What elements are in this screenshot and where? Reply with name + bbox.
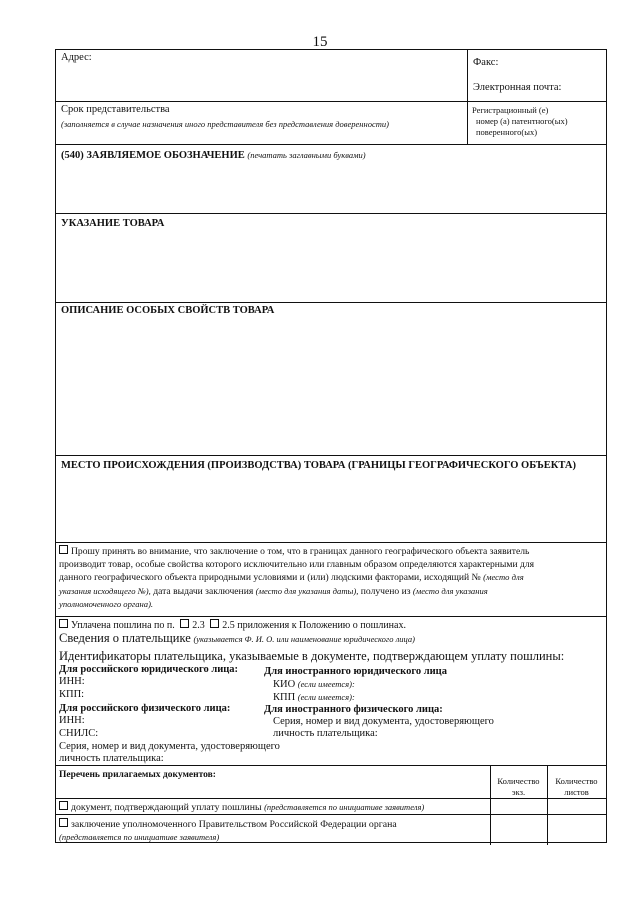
attachment-1-checkbox[interactable] xyxy=(59,801,68,810)
fax-label: Факс: xyxy=(473,57,499,68)
divider xyxy=(467,102,468,145)
payer-note: (указывается Ф. И. О. или наименование юридического лица) xyxy=(193,634,415,644)
attachment-2-note: (представляется по инициативе заявителя) xyxy=(59,832,220,842)
attachment-2-checkbox[interactable] xyxy=(59,818,68,827)
email-label: Электронная почта: xyxy=(473,82,562,93)
fee-text-c: 2.5 приложения к Положению о пошлинах. xyxy=(222,620,406,631)
inn-legal-label: ИНН: xyxy=(59,676,85,687)
application-form xyxy=(55,49,607,843)
kio-line xyxy=(273,678,355,691)
foreign-person-label: Для иностранного физического лица: xyxy=(264,704,443,715)
request-line-3a: данного географического объекта природными условиями и (или) людскими факторами, исходящий № xyxy=(59,572,481,584)
goods-label: УКАЗАНИЕ ТОВАРА xyxy=(61,218,165,229)
kpp-foreign-line xyxy=(273,691,355,704)
col-copies-b: экз. xyxy=(511,787,526,797)
request-line-3b: (место для xyxy=(483,572,524,583)
kpp-foreign-note: (если имеется): xyxy=(297,692,355,702)
doc-line-a: Серия, номер и вид документа, удостоверяющего xyxy=(59,741,280,752)
properties-label: ОПИСАНИЕ ОСОБЫХ СВОЙСТВ ТОВАРА xyxy=(61,305,275,316)
request-line-2: производит товар, особые свойства которого исключительно или главным образом определяются характерными для xyxy=(59,559,535,571)
ids-label: Идентификаторы плательщика, указываемые в документе, подтверждающем уплату пошлины: xyxy=(59,649,565,663)
address-label: Адрес: xyxy=(61,52,92,63)
registration-line-2: номер (а) патентного(ых) xyxy=(476,116,568,126)
request-line-4c: (место для указания даты), xyxy=(255,585,359,596)
fee-25-checkbox[interactable] xyxy=(210,619,219,628)
goods-section xyxy=(56,213,606,302)
payment-section xyxy=(56,616,606,765)
origin-label: МЕСТО ПРОИСХОЖДЕНИЯ (ПРОИЗВОДСТВА) ТОВАРА (ГРАНИЦЫ ГЕОГРАФИЧЕСКОГО ОБЪЕКТА) xyxy=(61,460,576,471)
request-line-4a: указания исходящего №), xyxy=(59,585,151,596)
fee-text-a: Уплачена пошлина по п. xyxy=(71,620,175,631)
designation-section xyxy=(56,144,606,213)
request-checkbox[interactable] xyxy=(59,545,68,554)
request-line-4d: получено из xyxy=(360,585,411,597)
snils-label: СНИЛС: xyxy=(59,728,99,739)
request-line-1: Прошу принять во внимание, что заключение о том, что в границах данного географического объекта заявитель xyxy=(71,546,530,557)
fee-checkbox[interactable] xyxy=(59,619,68,628)
kpp-legal-label: КПП: xyxy=(59,689,85,700)
kpp-foreign-label: КПП xyxy=(273,692,296,703)
attachment-row-text xyxy=(59,801,424,814)
kio-label: КИО xyxy=(273,679,296,690)
representation-section xyxy=(56,101,606,144)
contact-section xyxy=(56,50,606,101)
col-sheets-b: листов xyxy=(564,787,589,797)
inn-person-label: ИНН: xyxy=(59,715,85,726)
request-paragraph xyxy=(59,545,605,611)
designation-heading xyxy=(61,149,366,162)
designation-note: (печатать заглавными буквами) xyxy=(247,150,366,160)
origin-section xyxy=(56,455,606,542)
foreign-doc-line-b: личность плательщика: xyxy=(273,728,378,739)
ru-legal-label: Для российского юридического лица: xyxy=(59,664,239,675)
col-sheets-a: Количество xyxy=(555,776,598,786)
attachment-1-note: (представляется по инициативе заявителя) xyxy=(264,802,425,812)
properties-section xyxy=(56,302,606,455)
registration-line-1: Регистрационный (е) xyxy=(472,105,549,115)
designation-label: (540) ЗАЯВЛЯЕМОЕ ОБОЗНАЧЕНИЕ xyxy=(61,150,245,161)
term-note: (заполняется в случае назначения иного представителя без представления доверенности) xyxy=(61,119,389,129)
request-line-5: уполномоченного органа). xyxy=(59,598,154,609)
registration-line-3: поверенного(ых) xyxy=(476,127,538,137)
request-line-4e: (место для указания xyxy=(412,585,488,596)
attachment-2-label: заключение уполномоченного Правительством Российской Федерации органа xyxy=(71,819,397,830)
attachment-row-text xyxy=(59,818,397,831)
fee-text-b: 2.3 xyxy=(192,620,205,631)
divider xyxy=(467,50,468,101)
attachments-header: Перечень прилагаемых документов: xyxy=(59,770,216,780)
attachments-table xyxy=(56,765,606,844)
request-section xyxy=(56,542,606,616)
attachment-row xyxy=(56,798,606,814)
page-number: 15 xyxy=(312,34,328,50)
fee-23-checkbox[interactable] xyxy=(180,619,189,628)
col-copies-a: Количество xyxy=(497,776,540,786)
foreign-legal-label: Для иностранного юридического лица xyxy=(264,666,447,677)
payer-label: Сведения о плательщике xyxy=(59,631,191,645)
kio-note: (если имеется): xyxy=(297,679,355,689)
foreign-doc-line-a: Серия, номер и вид документа, удостоверяющего xyxy=(273,716,494,727)
term-label: Срок представительства xyxy=(61,104,170,115)
payer-line xyxy=(59,632,415,646)
doc-line-b: личность плательщика: xyxy=(59,753,164,764)
request-line-4b: дата выдачи заключения xyxy=(153,585,254,597)
attachment-row xyxy=(56,814,606,845)
attachment-1-label: документ, подтверждающий уплату пошлины xyxy=(71,802,262,813)
ru-person-label: Для российского физического лица: xyxy=(59,703,231,714)
